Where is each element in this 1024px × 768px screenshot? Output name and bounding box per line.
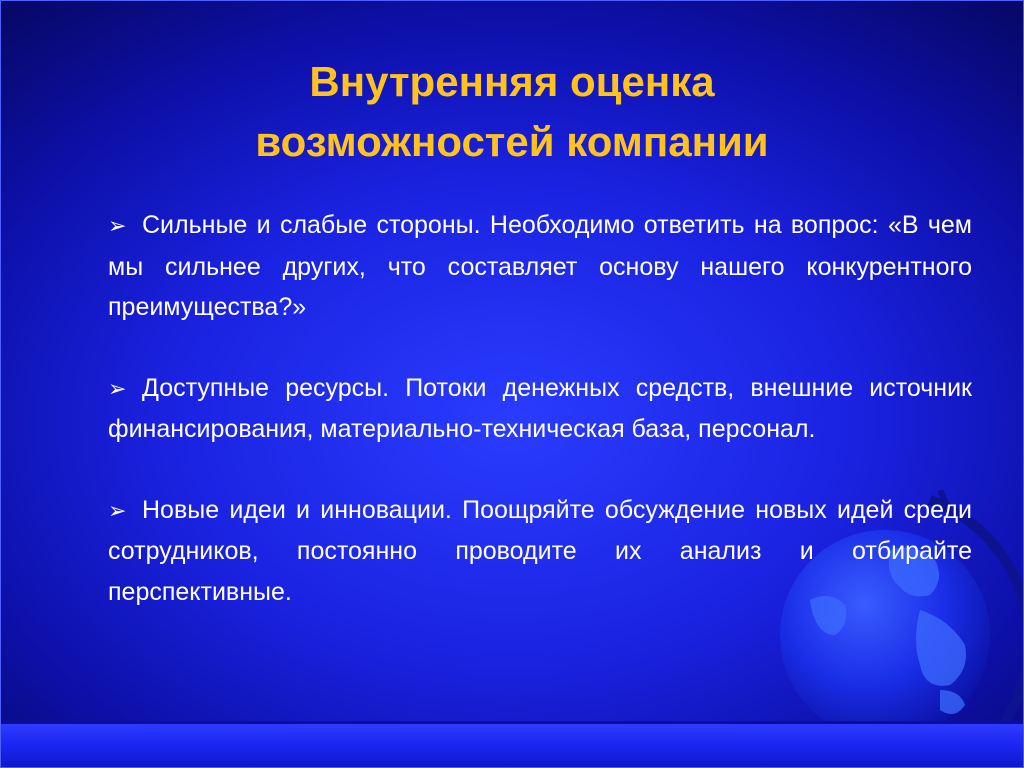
title-line-1: Внутренняя оценка (309, 58, 715, 105)
footer-band (0, 724, 1024, 768)
arrow-bullet-icon: ➢ (108, 213, 127, 238)
bullet-item-strengths (108, 205, 972, 328)
title-line-2: возможностей компании (255, 118, 769, 165)
bullet-text: Новые идеи и инновации. Поощряйте обсуждение новых идей среди сотрудников, постоянно проводите их анализ и отбирайте перспективные. (108, 495, 972, 606)
bullet-item-innovations (108, 490, 972, 613)
arrow-bullet-icon: ➢ (108, 497, 127, 523)
bullet-text: Сильные и слабые стороны. Необходимо ответить на вопрос: «В чем мы сильнее других, что составляет основу нашего конкурентного преимущества?» (108, 211, 972, 321)
arrow-bullet-icon: ➢ (108, 375, 127, 401)
bullet-item-resources (108, 368, 972, 450)
bullet-text: Доступные ресурсы. Потоки денежных средств, внешние источник финансирования, материально-техническая база, персонал. (108, 373, 972, 443)
bullet-list (108, 205, 972, 652)
slide-title (120, 52, 904, 172)
